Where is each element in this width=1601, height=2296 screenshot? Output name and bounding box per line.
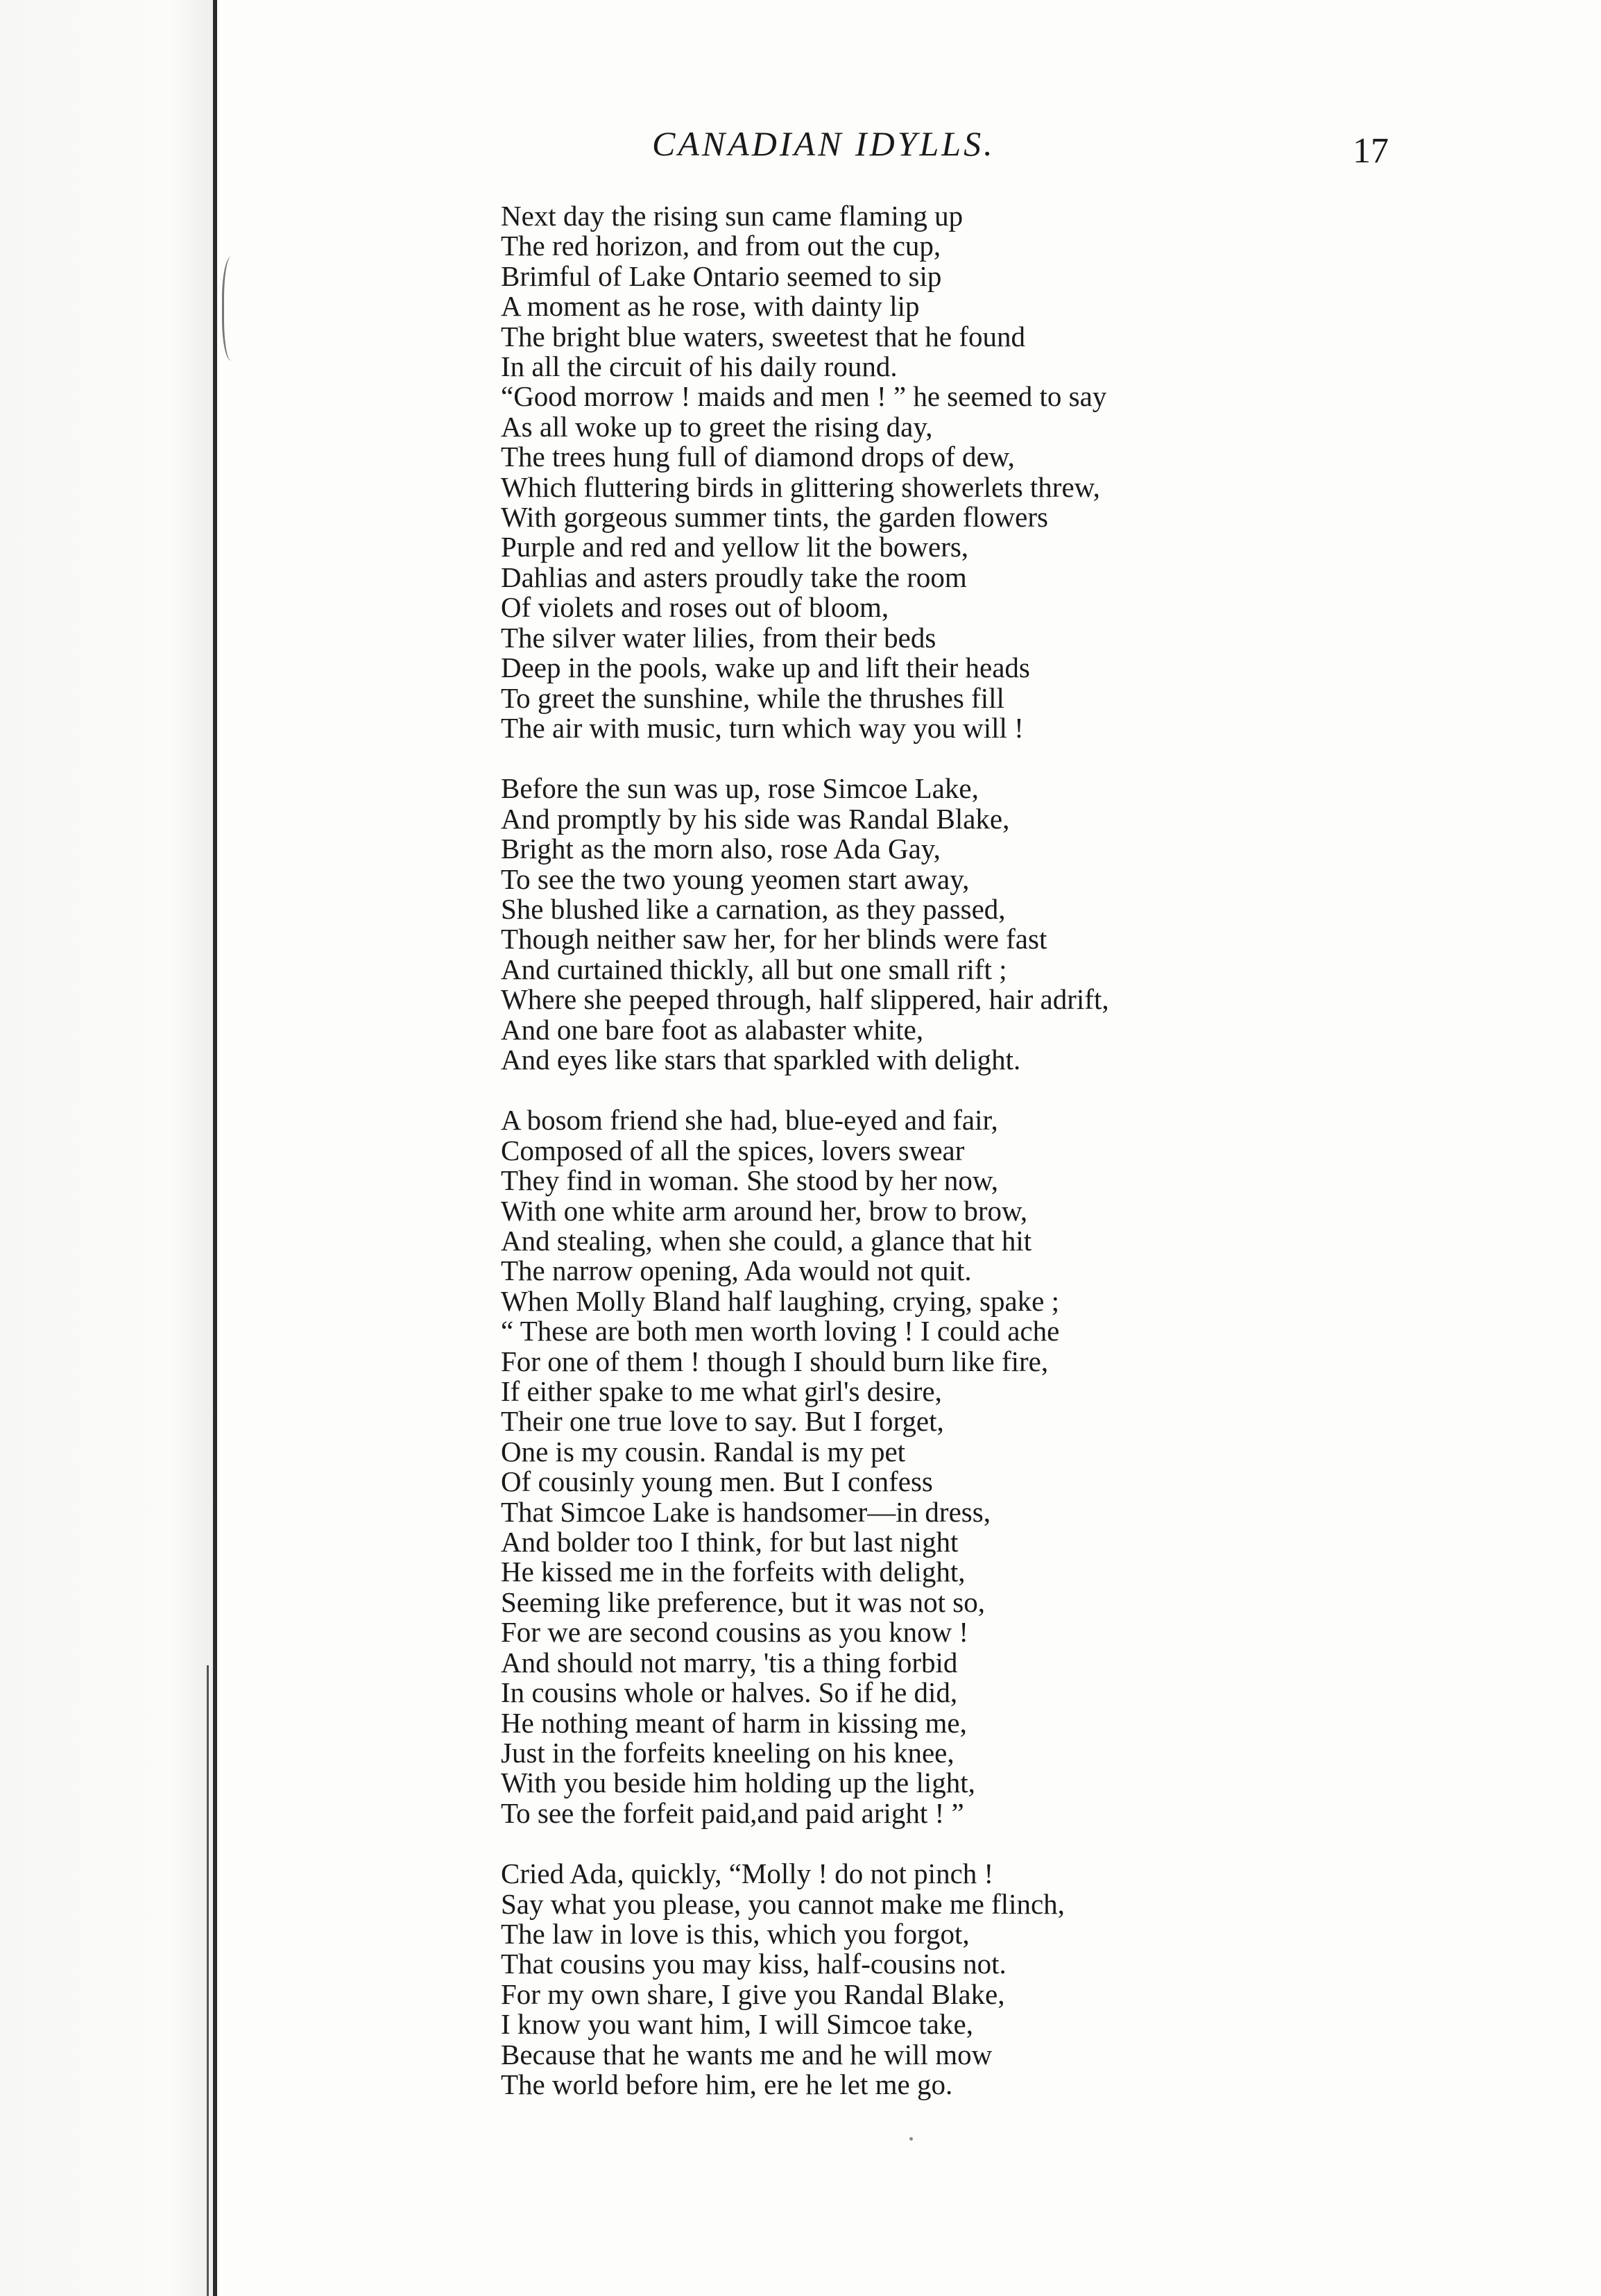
poem-line: Brimful of Lake Ontario seemed to sip [501, 260, 942, 292]
poem-line: The silver water lilies, from their beds [501, 621, 936, 654]
poem-line: Next day the rising sun came flaming up [501, 200, 964, 232]
poem-line: To see the two young yeomen start away, [501, 862, 970, 895]
poem-line: He nothing meant of harm in kissing me, [501, 1706, 967, 1739]
poem-line: Which fluttering birds in glittering showerlets threw, [501, 470, 1100, 503]
poem-line: And should not marry, 'tis a thing forbid [501, 1646, 958, 1678]
binding-gutter [0, 0, 213, 2296]
poem-line: The world before him, ere he let me go. [501, 2068, 953, 2100]
poem-line: To see the forfeit paid,and paid aright ! ” [501, 1796, 964, 1829]
poem-line: And curtained thickly, all but one small rift ; [501, 953, 1007, 985]
poem-line: And one bare foot as alabaster white, [501, 1013, 924, 1046]
poem-line: Composed of all the spices, lovers swear [501, 1134, 965, 1166]
poem-line: She blushed like a carnation, as they passed, [501, 892, 1006, 925]
poem-line: Where she peeped through, half slippered, hair adrift, [501, 983, 1109, 1016]
poem-line: With one white arm around her, brow to brow, [501, 1194, 1028, 1227]
poem-line: For we are second cousins as you know ! [501, 1616, 969, 1649]
poem-line: For one of them ! though I should burn like fire, [501, 1345, 1049, 1377]
poem-line: Of cousinly young men. But I confess [501, 1465, 933, 1498]
poem-line: In all the circuit of his daily round. [501, 350, 898, 383]
poem-line: That Simcoe Lake is handsomer—in dress, [501, 1495, 991, 1528]
stanza [501, 774, 1361, 1075]
poem-line: And eyes like stars that sparkled with delight. [501, 1043, 1021, 1075]
poem-line: The trees hung full of diamond drops of dew, [501, 441, 1015, 473]
running-title: CANADIAN IDYLLS. [652, 124, 995, 163]
poem-line: Dahlias and asters proudly take the room [501, 561, 967, 593]
stanza [501, 201, 1361, 743]
scan-edge-mark [222, 257, 245, 361]
poem-line: Bright as the morn also, rose Ada Gay, [501, 833, 941, 865]
poem-line: To greet the sunshine, while the thrushes fill [501, 681, 1004, 714]
page-number: 17 [1353, 131, 1389, 171]
poem-line: Deep in the pools, wake up and lift their heads [501, 652, 1030, 684]
poem-line: Seeming like preference, but it was not so, [501, 1585, 985, 1618]
poem-line: Of violets and roses out of bloom, [501, 591, 889, 624]
poem-line: One is my cousin. Randal is my pet [501, 1435, 906, 1468]
poem-line: The law in love is this, which you forgot, [501, 1917, 970, 1950]
poem-line: And promptly by his side was Randal Blake, [501, 802, 1010, 835]
poem-line: For my own share, I give you Randal Blake, [501, 1978, 1005, 2010]
poem-line: The red horizon, and from out the cup, [501, 230, 941, 262]
poem-line: Cried Ada, quickly, “Molly ! do not pinch ! [501, 1857, 994, 1890]
poem-line: Though neither saw her, for her blinds were fast [501, 923, 1047, 955]
page-edge-line-secondary [207, 1665, 209, 2296]
poem-text [501, 201, 1361, 2130]
poem-line: As all woke up to greet the rising day, [501, 410, 933, 443]
poem-line: I know you want him, I will Simcoe take, [501, 2008, 973, 2041]
poem-line: They find in woman. She stood by her now, [501, 1164, 999, 1197]
poem-line: Before the sun was up, rose Simcoe Lake, [501, 772, 979, 805]
stanza [501, 1105, 1361, 1828]
ink-speck [909, 2137, 913, 2141]
poem-line: The air with music, turn which way you will ! [501, 711, 1024, 744]
poem-line: He kissed me in the forfeits with delight, [501, 1556, 966, 1588]
poem-line: A bosom friend she had, blue-eyed and fair, [501, 1104, 998, 1137]
poem-line: “Good morrow ! maids and men ! ” he seemed to say [501, 380, 1107, 413]
poem-line: The bright blue waters, sweetest that he found [501, 320, 1025, 352]
poem-line: “ These are both men worth loving ! I could ache [501, 1315, 1060, 1347]
poem-line: If either spake to me what girl's desire, [501, 1375, 942, 1408]
poem-line: With gorgeous summer tints, the garden flowers [501, 501, 1048, 534]
poem-line: Because that he wants me and he will mow [501, 2038, 993, 2070]
poem-line: In cousins whole or halves. So if he did, [501, 1676, 958, 1709]
poem-line: Just in the forfeits kneeling on his knee, [501, 1736, 954, 1769]
stanza [501, 1859, 1361, 2100]
poem-line: And stealing, when she could, a glance that hit [501, 1225, 1032, 1257]
poem-line: Say what you please, you cannot make me flinch, [501, 1887, 1065, 1920]
poem-line: The narrow opening, Ada would not quit. [501, 1255, 972, 1287]
poem-line: And bolder too I think, for but last night [501, 1526, 959, 1558]
poem-line: That cousins you may kiss, half-cousins not. [501, 1948, 1007, 1980]
poem-line: When Molly Bland half laughing, crying, spake ; [501, 1284, 1060, 1317]
poem-line: A moment as he rose, with dainty lip [501, 290, 920, 323]
poem-line: With you beside him holding up the light, [501, 1767, 975, 1799]
poem-line: Purple and red and yellow lit the bowers, [501, 531, 969, 563]
poem-line: Their one true love to say. But I forget, [501, 1405, 944, 1438]
page-edge-line [213, 0, 217, 2296]
